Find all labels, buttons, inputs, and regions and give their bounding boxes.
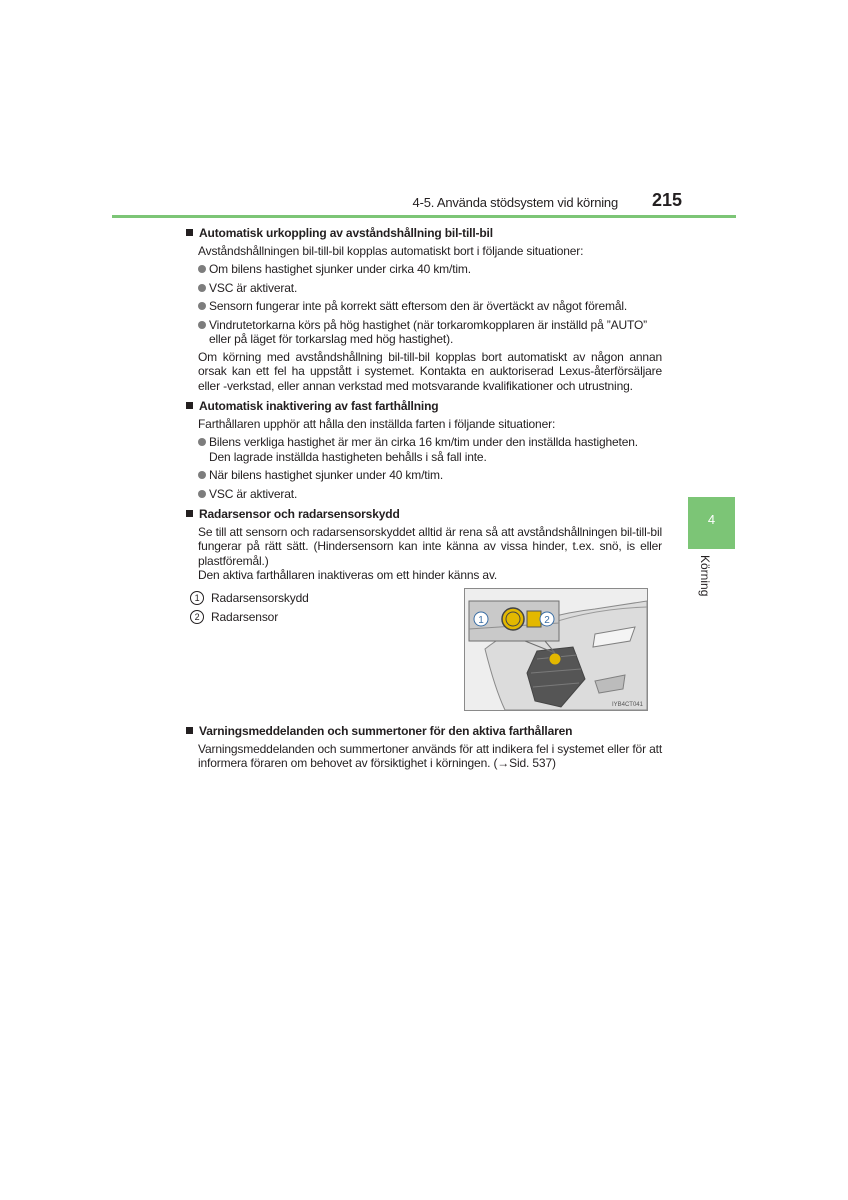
section-heading: Automatisk inaktivering av fast farthållning: [186, 399, 662, 414]
section-text: Den aktiva farthållaren inaktiveras om ett hinder känns av.: [198, 568, 498, 582]
svg-text:1: 1: [478, 615, 484, 626]
warning-section: [186, 724, 662, 771]
list-item: VSC är aktiverat.: [198, 487, 662, 502]
section-intro: Avståndshållningen bil-till-bil kopplas automatiskt bort i följande situationer:: [198, 243, 584, 258]
chapter-tab-label: Körning: [698, 555, 712, 597]
bullet-dot-icon: [198, 471, 206, 479]
chapter-tab-number: 4: [707, 512, 716, 527]
list-item: VSC är aktiverat.: [198, 281, 662, 296]
section-heading: Automatisk urkoppling av avståndshållning bil-till-bil: [186, 226, 662, 241]
svg-text:2: 2: [544, 615, 550, 626]
section-heading: Radarsensor och radarsensorskydd: [186, 507, 662, 522]
chapter-tab: [688, 497, 735, 549]
callout-number: 2: [190, 610, 204, 624]
bullet-dot-icon: [198, 302, 206, 310]
section-intro: Farthållaren upphör att hålla den inställda farten i följande situationer:: [198, 416, 556, 431]
bullet-dot-icon: [198, 438, 206, 446]
square-bullet-icon: [186, 229, 193, 236]
section-text: Varningsmeddelanden och summertoner används för att indikera fel i systemet eller för att informera föraren om behovet av försiktighet i körningen. (→Sid. 537): [198, 741, 663, 770]
list-item: Om bilens hastighet sjunker under cirka 40 km/tim.: [198, 262, 662, 277]
section-heading: Varningsmeddelanden och summertoner för den aktiva farthållaren: [186, 724, 662, 739]
callout-number: 1: [190, 591, 204, 605]
list-item: När bilens hastighet sjunker under 40 km/tim.: [198, 468, 662, 483]
square-bullet-icon: [186, 402, 193, 409]
main-content: [186, 226, 662, 630]
callout-label: Radarsensorskydd: [211, 590, 309, 605]
square-bullet-icon: [186, 727, 193, 734]
radar-sensor-illustration: [464, 588, 648, 711]
car-front-drawing: [465, 589, 647, 710]
section-text: Se till att sensorn och radarsensorskyddet alltid är rena så att avståndshållningen bil-till-bil fungerar på rätt sätt. (Hindersensorn kan inte känna av vissa hinder, t.ex. snö, is eller plastföremål.): [198, 524, 662, 568]
square-bullet-icon: [186, 510, 193, 517]
list-item: Sensorn fungerar inte på korrekt sätt eftersom den är övertäckt av något föremål.: [198, 299, 662, 314]
header-rule: [112, 215, 736, 218]
bullet-dot-icon: [198, 490, 206, 498]
bullet-dot-icon: [198, 265, 206, 273]
section-outro: Om körning med avståndshållning bil-till-bil kopplas bort automatiskt av någon annan orsak kan ett fel ha uppstått i systemet. Kontakta en auktoriserad Lexus-återförsäljare eller -verkstad, eller annan verkstad med motsvarande kvalifikationer och utrustning.: [198, 349, 662, 393]
list-item: Vindrutetorkarna körs på hög hastighet (när torkaromkopplaren är inställd på ”AUTO” eller på läget för torkarslag med hög hastighet).: [198, 318, 662, 347]
bullet-dot-icon: [198, 321, 206, 329]
bullet-dot-icon: [198, 284, 206, 292]
figure-code: IYB4CT041: [611, 702, 643, 708]
page-number: 215: [651, 190, 682, 210]
chapter-title: 4-5. Använda stödsystem vid körning: [412, 195, 618, 210]
list-item: Bilens verkliga hastighet är mer än cirka 16 km/tim under den inställda hastigheten. Den lagrade inställda hastigheten behålls i så fall inte.: [198, 435, 662, 464]
callout-label: Radarsensor: [211, 610, 279, 624]
